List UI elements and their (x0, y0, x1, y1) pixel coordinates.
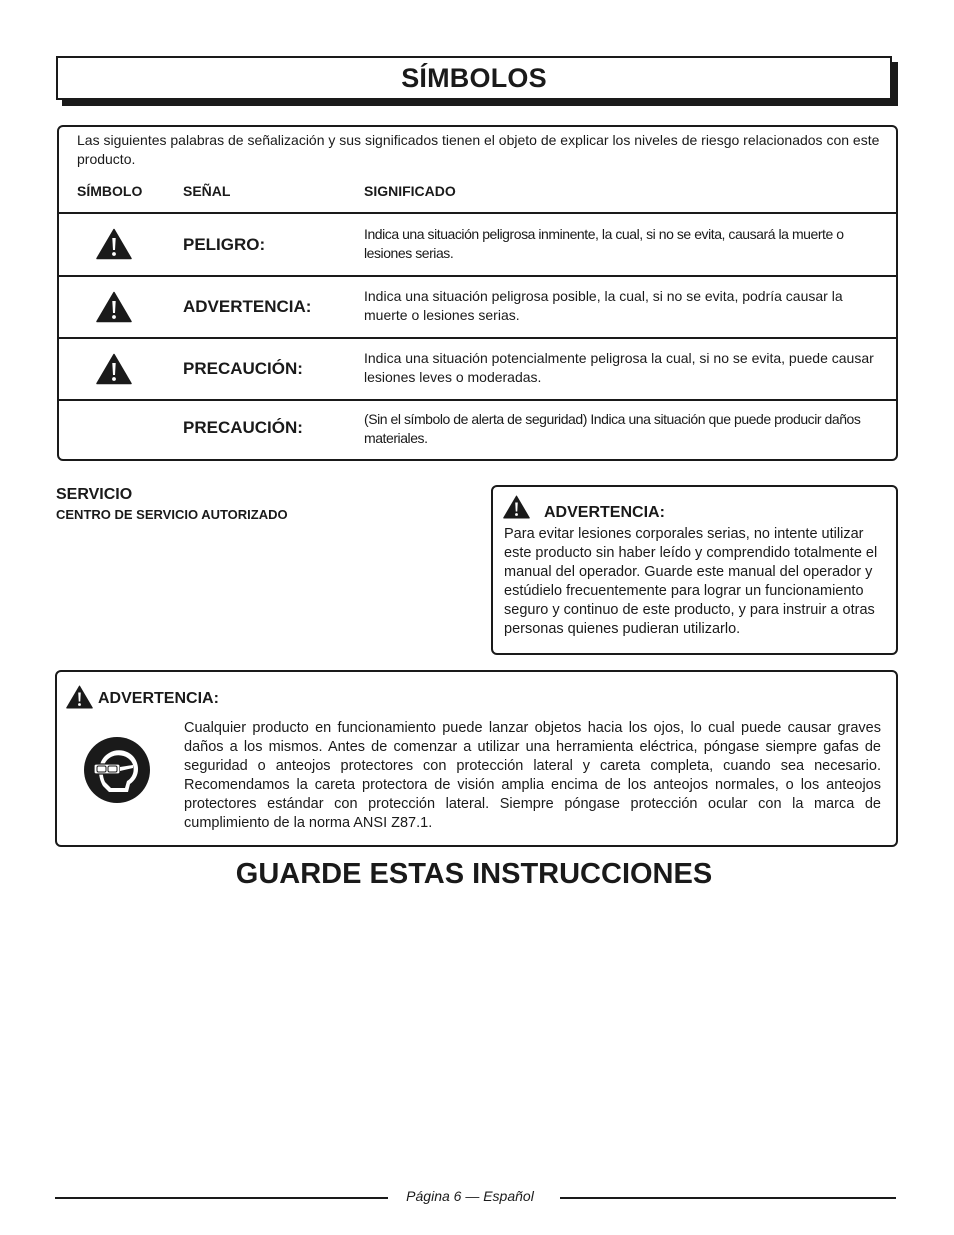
table-row (59, 337, 896, 399)
title-banner (56, 56, 898, 106)
footer-rule-right (560, 1197, 896, 1199)
warning-text: Para evitar lesiones corporales serias, no intente utilizar este producto sin haber leído y comprendido totalmente el manual del operador. Guarde este manual del operador y estúdielo frecuentemente para lograr un funcionamiento seguro y continuo de este producto, y para instruir a otras personas quienes pudieran utilizarlo. (504, 526, 878, 637)
table-row (59, 212, 896, 274)
table-row (59, 275, 896, 337)
safety-alert-triangle-icon (66, 685, 93, 709)
safety-alert-triangle-icon (96, 291, 132, 323)
service-heading: SERVICIO (56, 486, 133, 503)
signal-meaning: Indica una situación peligrosa posible, la cual, si no se evita, podría causar la muerte o lesiones serias. (364, 288, 843, 323)
warning-box-eye-protection (55, 670, 898, 847)
signal-word: PELIGRO: (183, 235, 266, 254)
service-subheading: CENTRO DE SERVICIO AUTORIZADO (56, 507, 288, 522)
eye-protection-icon (83, 736, 151, 804)
safety-alert-triangle-icon (96, 353, 132, 385)
column-header-signal: SEÑAL (183, 183, 231, 199)
safety-alert-triangle-icon (503, 495, 530, 519)
column-header-meaning: SIGNIFICADO (364, 183, 456, 199)
warning-heading: ADVERTENCIA: (544, 504, 665, 521)
page-footer: Página 6 — Español (406, 1188, 534, 1204)
page-title: SÍMBOLOS (401, 62, 547, 93)
warning-heading: ADVERTENCIA: (98, 690, 219, 707)
warning-box-manual (491, 485, 898, 655)
save-instructions-heading: GUARDE ESTAS INSTRUCCIONES (235, 858, 713, 890)
safety-alert-triangle-icon (96, 228, 132, 260)
footer-rule-left (55, 1197, 388, 1199)
signal-meaning: (Sin el símbolo de alerta de seguridad) Indica una situación que puede producir daños materiales. (364, 411, 861, 446)
signal-meaning: Indica una situación peligrosa inminente, la cual, si no se evita, causará la muerte o lesiones serias. (364, 226, 844, 261)
warning-text: Cualquier producto en funcionamiento puede lanzar objetos hacia los ojos, lo cual puede causar graves daños a los mismos. Antes de comenzar a utilizar una herramienta eléctrica, póngase siempre gafas de seguridad o anteojos protectores con protección lateral y careta completa, cuando sea necesario. Recomendamos la careta protectora de visión amplia encima de los anteojos normales, o los anteojos protectores estándar con protección lateral. Siempre póngase protección ocular con la marca de cumplimiento de la norma ANSI Z87.1. (184, 720, 881, 831)
table-intro: Las siguientes palabras de señalización y sus significados tienen el objeto de explicar los niveles de riesgo relacionados con este producto. (77, 132, 880, 167)
signal-meaning: Indica una situación potencialmente peligrosa la cual, si no se evita, puede causar lesiones leves o moderadas. (364, 350, 874, 385)
signal-word: ADVERTENCIA: (183, 297, 312, 316)
signal-word-table (57, 125, 898, 461)
signal-word: PRECAUCIÓN: (183, 359, 303, 378)
column-header-symbol: SÍMBOLO (77, 183, 143, 199)
signal-word: PRECAUCIÓN: (183, 418, 303, 437)
title-box (56, 56, 892, 100)
table-row (59, 399, 896, 459)
